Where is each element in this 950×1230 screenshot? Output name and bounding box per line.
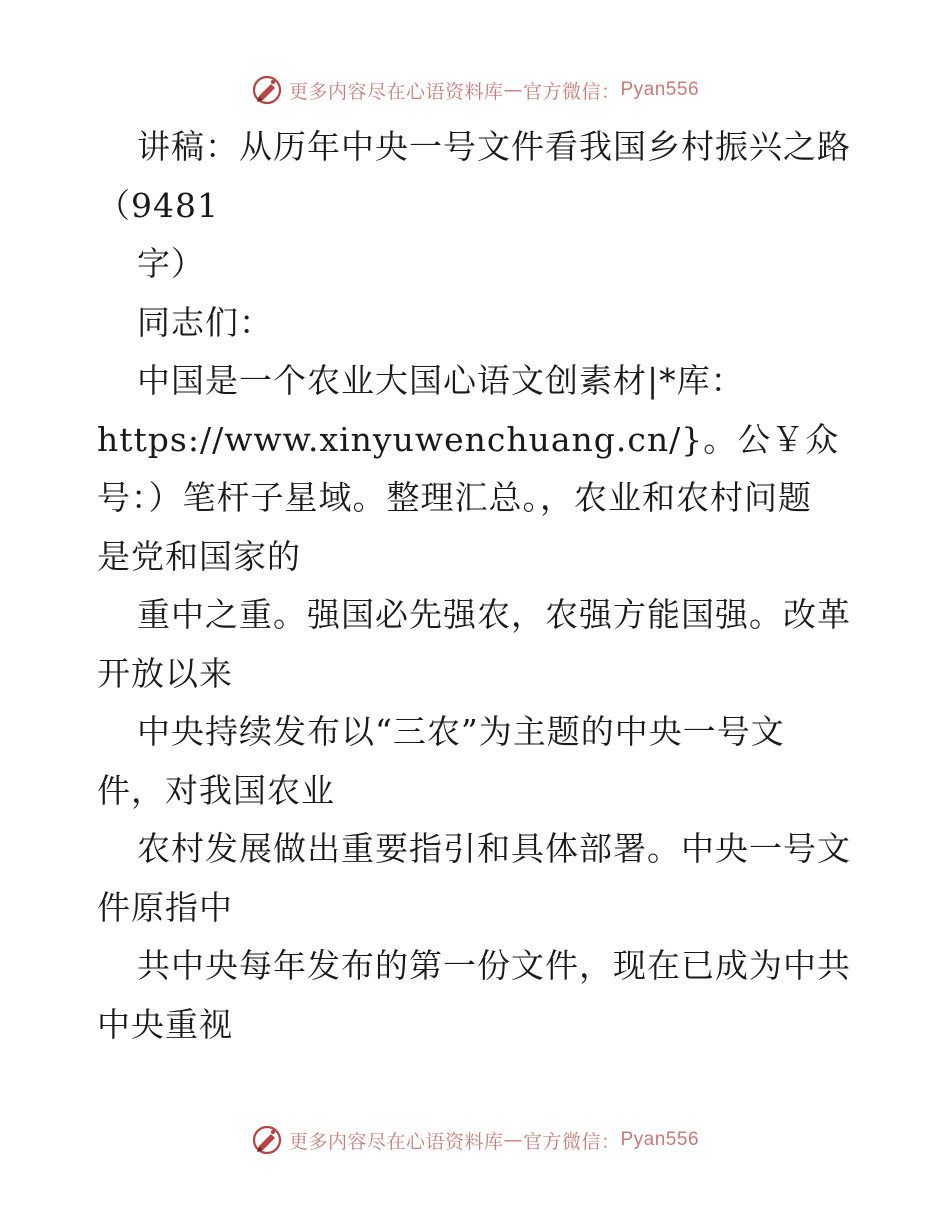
header-watermark <box>0 72 950 108</box>
document-title: 讲稿：从历年中央一号文件看我国乡村振兴之路 <box>137 127 851 166</box>
watermark-separator: — <box>503 79 523 101</box>
watermark-contact: Pyan556 <box>620 1129 700 1150</box>
document-body <box>97 118 857 1054</box>
body-line: 是党和国家的 <box>97 536 301 576</box>
pen-logo-icon <box>251 74 283 106</box>
body-line: 件，对我国农业 <box>97 770 335 810</box>
body-line: 中央重视 <box>97 1004 233 1044</box>
body-line: （9481 <box>97 185 219 225</box>
watermark-label: 官方微信： <box>522 80 621 103</box>
body-line: 中国是一个农业大国心语文创素材|*库： <box>137 361 745 400</box>
watermark-contact: Pyan556 <box>620 79 700 100</box>
body-line: 开放以来 <box>97 653 233 693</box>
body-line: https://www.xinyuwenchuang.cn/}。公￥众 <box>97 419 840 459</box>
watermark-brand-text: 更多内容尽在心语资料库 <box>288 1130 504 1153</box>
body-line: 农村发展做出重要指引和具体部署。中央一号文 <box>137 829 851 868</box>
pen-logo-icon <box>251 1124 283 1156</box>
body-line: 号：）笔杆子星域。整理汇总。，农业和农村问题 <box>97 478 812 517</box>
salutation: 同志们： <box>137 302 273 342</box>
body-line: 字） <box>137 244 205 283</box>
watermark-brand-text: 更多内容尽在心语资料库 <box>288 80 504 103</box>
body-line: 共中央每年发布的第一份文件，现在已成为中共 <box>137 946 851 985</box>
footer-watermark <box>0 1122 950 1158</box>
watermark-label: 官方微信： <box>522 1130 621 1153</box>
body-line: 件原指中 <box>97 887 233 927</box>
watermark-separator: — <box>503 1129 523 1151</box>
body-line: 重中之重。强国必先强农，农强方能国强。改革 <box>137 595 851 634</box>
body-line: 中央持续发布以“三农”为主题的中央一号文 <box>137 712 785 751</box>
